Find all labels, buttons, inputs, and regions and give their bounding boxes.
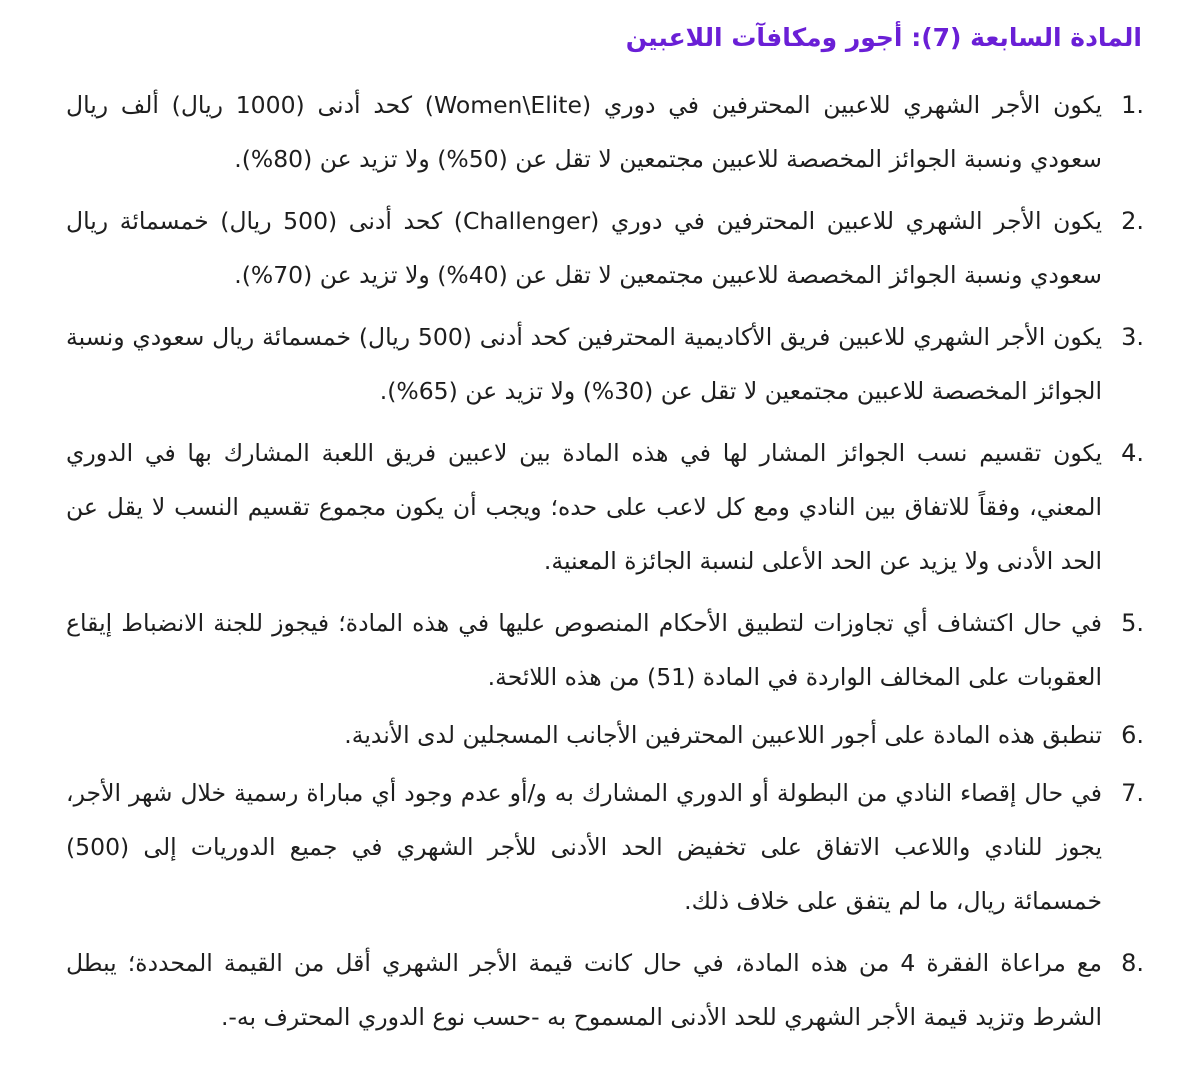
clause-2 [66,194,1144,302]
clause-6 [66,708,1144,762]
clause-8 [66,936,1144,1044]
clause-number: 5. [1121,609,1144,637]
clause-number: 3. [1121,323,1144,351]
clause-4 [66,426,1144,588]
clause-number: 1. [1121,91,1144,119]
clause-3 [66,310,1144,418]
clause-number: 7. [1121,779,1144,807]
clause-text: تنطبق هذه المادة على أجور اللاعبين المحترفين الأجانب المسجلين لدى الأندية. [344,721,1102,749]
clause-7 [66,766,1144,928]
clause-text: في حال اكتشاف أي تجاوزات لتطبيق الأحكام المنصوص عليها في هذه المادة؛ فيجوز للجنة الانضباط إيقاع العقوبات على المخالف الواردة في المادة (51) من هذه اللائحة. [66,609,1102,691]
clause-1 [66,78,1144,186]
clause-list [66,78,1144,1044]
clause-5 [66,596,1144,704]
clause-text: يكون الأجر الشهري للاعبين المحترفين في دوري (Women\Elite) كحد أدنى (1000 ريال) ألف ريال سعودي ونسبة الجوائز المخصصة للاعبين مجتمعين لا تقل عن (50%) ولا تزيد عن (80%). [66,91,1103,173]
clause-text: في حال إقصاء النادي من البطولة أو الدوري المشارك به و/أو عدم وجود أي مباراة رسمية خلال شهر الأجر، يجوز للنادي واللاعب الاتفاق على تخفيض الحد الأدنى للأجر الشهري في جميع الدوريات إلى (500) خمسمائة ريال، ما لم يتفق على خلاف ذلك. [66,779,1102,915]
clause-text: مع مراعاة الفقرة 4 من هذه المادة، في حال كانت قيمة الأجر الشهري أقل من القيمة المحددة؛ يبطل الشرط وتزيد قيمة الأجر الشهري للحد الأدنى المسموح به -حسب نوع الدوري المحترف به-. [66,949,1103,1031]
article-title: المادة السابعة (7): أجور ومكافآت اللاعبين [625,23,1142,52]
clause-number: 4. [1121,439,1144,467]
clause-number: 6. [1121,721,1144,749]
clause-number: 8. [1121,949,1144,977]
clause-text: يكون تقسيم نسب الجوائز المشار لها في هذه المادة بين لاعبين فريق اللعبة المشارك بها في الدوري المعني، وفقاً للاتفاق بين النادي ومع كل لاعب على حده؛ ويجب أن يكون مجموع تقسيم النسب لا يقل عن الحد الأدنى ولا يزيد عن الحد الأعلى لنسبة الجائزة المعنية. [66,439,1102,575]
clause-text: يكون الأجر الشهري للاعبين المحترفين في دوري (Challenger) كحد أدنى (500 ريال) خمسمائة ريال سعودي ونسبة الجوائز المخصصة للاعبين مجتمعين لا تقل عن (40%) ولا تزيد عن (70%). [66,207,1103,289]
clause-number: 2. [1121,207,1144,235]
clause-text: يكون الأجر الشهري للاعبين فريق الأكاديمية المحترفين كحد أدنى (500 ريال) خمسمائة ريال سعودي ونسبة الجوائز المخصصة للاعبين مجتمعين لا تقل عن (30%) ولا تزيد عن (65%). [66,323,1102,405]
